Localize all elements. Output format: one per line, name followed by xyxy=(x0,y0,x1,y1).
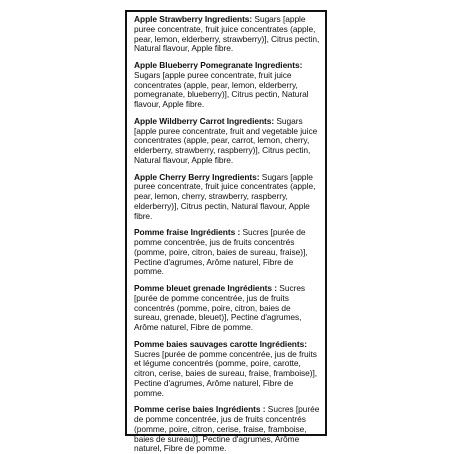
entry-title: Pomme bleuet grenade Ingrédients : xyxy=(134,283,278,293)
entry-title: Pomme baies sauvages carotte Ingrédients: xyxy=(134,338,307,349)
entry-title: Apple Cherry Berry Ingredients: xyxy=(134,171,260,182)
entry-title: Pomme cerise baies Ingrédients : xyxy=(134,404,266,415)
entry-text: Sugars [apple puree concentrate, fruit juice concentrates (apple, pear, lemon, cherry, strawberry, raspberry, elderberry)], Citrus pectin, Natural flavour, Apple fibre. xyxy=(134,171,316,221)
ingredient-entry-apple-strawberry xyxy=(134,15,320,54)
entry-text: Sugars [apple puree concentrate, fruit and vegetable juice concentrates (apple, pear, carrot, lemon, cherry, elderberry, strawberry, raspberry)], Citrus pectin, Natural flavour, Apple fibre. xyxy=(134,115,318,165)
entry-text: Sucres [purée de pomme concentrée, jus de fruits et légume concentrés (pomme, poire, carotte, citron, cerise, baies de sureau, fraise, framboise)], Pectine d'agrumes, Arôme naturel, Fibre de pomme. xyxy=(134,348,318,398)
ingredient-entry-apple-blueberry-pomegranate xyxy=(134,61,320,110)
ingredient-entry-apple-wildberry-carrot xyxy=(134,117,320,166)
entry-text: Sucres [purée de pomme concentrée, jus de fruits concentrés (pomme, poire, citron, baies de sureau, fraise)], Pectine d'agrumes, Arôme naturel, Fibre de pomme. xyxy=(134,227,308,277)
ingredient-entry-pomme-baies-sauvages-carotte xyxy=(134,340,320,399)
entry-title: Apple Wildberry Carrot Ingredients: xyxy=(134,115,275,126)
entry-title: Apple Strawberry Ingredients: xyxy=(134,14,253,24)
entry-title: Apple Blueberry Pomegranate Ingredients: xyxy=(134,60,303,70)
ingredient-entry-pomme-cerise-baies xyxy=(134,405,320,454)
entry-title: Pomme fraise Ingrédients : xyxy=(134,227,241,238)
entry-text: Sucres [purée de pomme concentrée, jus de fruits concentrés (pomme, poire, citron, cerise, fraise, framboise, baies de sureau)], Pectine d'agrumes, Arôme naturel, Fibre de pomme. xyxy=(134,404,320,454)
ingredient-entry-apple-cherry-berry xyxy=(134,173,320,222)
entry-text: Sugars [apple puree concentrate, fruit juice concentrates (apple, pear, lemon, elderberry, strawberry)], Citrus pectin, Natural flavour, Apple fibre. xyxy=(134,14,320,54)
entry-text: Sugars [apple puree concentrate, fruit juice concentrates (apple, pear, lemon, elderberry, pomegranate, blueberry)], Citrus pectin, Natural flavour, Apple fibre. xyxy=(134,69,309,109)
ingredient-entry-pomme-bleuet-grenade xyxy=(134,284,320,333)
entry-text: Sucres [purée de pomme concentrée, jus de fruits concentrés (pomme, poire, citron, baies de sureau, grenade, bleuet)], Pectine d'agrumes, Arôme naturel, Fibre de pomme. xyxy=(134,283,306,332)
ingredients-panel xyxy=(125,10,327,454)
ingredient-entry-pomme-fraise xyxy=(134,228,320,277)
